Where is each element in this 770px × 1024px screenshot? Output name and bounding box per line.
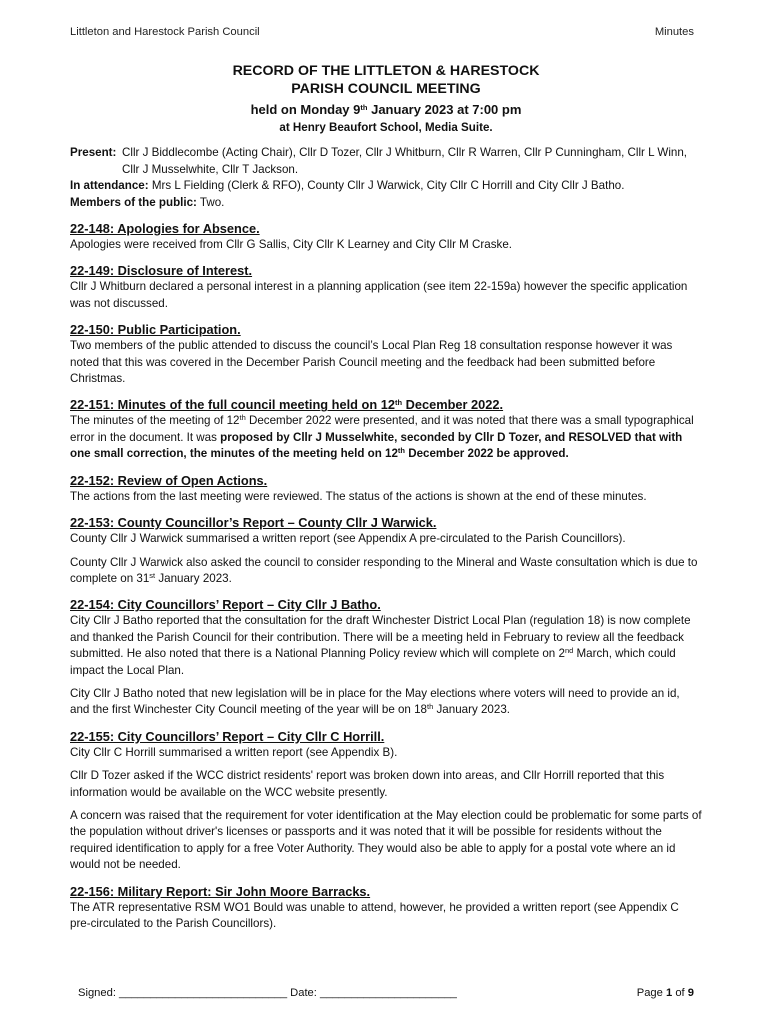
p151-resolution-sup: th — [397, 446, 405, 456]
para-22-154-1 — [70, 613, 702, 679]
title-line-2: PARISH COUNCIL MEETING — [291, 81, 481, 97]
p154-2-a: City Cllr J Batho noted that new legislation will be in place for the May elections where voters will need to provide an id, and the first Winchester City Council meeting of the year will be on 18 — [70, 686, 680, 717]
page-of: of — [672, 987, 688, 999]
page-header — [70, 24, 700, 40]
p153-b: January 2023. — [155, 571, 232, 585]
heading-22-153: 22-153: County Councillor’s Report – County Cllr J Warwick. — [70, 515, 437, 531]
present-text: Cllr J Biddlecombe (Acting Chair), Cllr D Tozer, Cllr J Whitburn, Cllr R Warren, Cllr P Cunningham, Cllr L Winn, Cllr J Musselwhite, Cllr T Jackson. — [122, 146, 688, 176]
present-row — [70, 145, 702, 178]
public-row — [70, 195, 702, 211]
signature-line: Signed: ___________________________ Date: ______________________ — [78, 987, 457, 999]
p154-sup: nd — [564, 646, 574, 656]
para-22-149: Cllr J Whitburn declared a personal interest in a planning application (see item 22-159a) however the specific application was not discussed. — [70, 280, 688, 310]
para-22-154-2 — [70, 686, 702, 719]
p154-a: City Cllr J Batho reported that the consultation for the draft Winchester District Local Plan (regulation 18) is now complete and thanked the Parish Council for their contribution. There will be a meeting held in February to review all the feedback submitted. He also noted that there is a National Planning Policy review which will complete on 2 — [70, 614, 691, 661]
held-sup: th — [360, 103, 368, 112]
page-total: 9 — [687, 987, 694, 999]
public-text: Two. — [196, 195, 225, 209]
p154-2-b: January 2023. — [433, 703, 510, 717]
p151-resolution-end: December 2022 be approved. — [405, 447, 569, 461]
page-number — [637, 985, 694, 1001]
para-22-151 — [70, 413, 702, 462]
page-current: 1 — [665, 987, 673, 999]
header-left: Littleton and Harestock Parish Council — [70, 26, 260, 38]
public-label: Members of the public: — [70, 195, 197, 209]
document-body — [70, 62, 702, 932]
header-right: Minutes — [654, 26, 694, 38]
held-text-end: January 2023 at 7:00 pm — [367, 102, 522, 117]
heading-22-151-b: December 2022. — [402, 397, 504, 413]
p153-a: County Cllr J Warwick also asked the council to consider responding to the Mineral and Waste consultation which is due to complete on 31 — [70, 555, 698, 585]
para-22-155-3: A concern was raised that the requirement for voter identification at the May election could be problematic for some parts of the population without driver's licenses or passports and it was noted that it will be possible for residents without the required identification to apply for a free Voter Authority. They would also be able to apply for a postal vote where an id would not be needed. — [70, 808, 702, 872]
para-22-150: Two members of the public attended to discuss the council’s Local Plan Reg 18 consultation response however it was noted that this was covered in the December Parish Council meeting and the feedback had been submitted before Christmas. — [70, 339, 673, 386]
heading-22-154: 22-154: City Councillors’ Report – City Cllr J Batho. — [70, 597, 381, 613]
para-22-153-2 — [70, 555, 702, 588]
heading-22-151 — [70, 396, 702, 413]
p154-2-sup: th — [427, 702, 434, 712]
p153-sup: st — [149, 570, 156, 580]
para-22-148: Apologies were received from Cllr G Sallis, City Cllr K Learney and City Cllr M Craske. — [70, 238, 512, 252]
document-title — [70, 62, 702, 98]
p151-a: The minutes of the meeting of 12 — [70, 414, 240, 428]
in-attendance-label: In attendance: — [70, 179, 149, 193]
in-attendance-row — [70, 178, 702, 194]
in-attendance-text: Mrs L Fielding (Clerk & RFO), County Cllr J Warwick, City Cllr C Horrill and City Cllr J Batho. — [148, 179, 625, 193]
para-22-155-1: City Cllr C Horrill summarised a written report (see Appendix B). — [70, 745, 398, 759]
heading-22-151-sup: th — [394, 398, 403, 408]
p151-b: December 2022 were presented, and it was noted that there was a small typographical error in the document. It was — [70, 414, 694, 444]
page-label: Page — [636, 987, 666, 999]
page-footer — [78, 985, 700, 1001]
heading-22-152: 22-152: Review of Open Actions. — [70, 472, 268, 488]
held-text: held on Monday 9 — [250, 102, 361, 117]
para-22-152: The actions from the last meeting were reviewed. The status of the actions is shown at the end of these minutes. — [70, 489, 647, 503]
meeting-date — [70, 101, 702, 119]
heading-22-155: 22-155: City Councillors’ Report – City Cllr C Horrill. — [70, 728, 385, 744]
para-22-153-1: County Cllr J Warwick summarised a written report (see Appendix A pre-circulated to the Parish Councillors). — [70, 532, 626, 546]
p151-resolution: proposed by Cllr J Musselwhite, seconded by Cllr D Tozer, and RESOLVED that with one small correction, the minutes of the meeting held on 12 — [70, 430, 683, 461]
heading-22-150: 22-150: Public Participation. — [70, 322, 241, 338]
heading-22-151-a: 22-151: Minutes of the full council meeting held on 12 — [70, 397, 395, 413]
heading-22-156: 22-156: Military Report: Sir John Moore Barracks. — [70, 883, 371, 899]
meeting-location: at Henry Beaufort School, Media Suite. — [279, 121, 493, 134]
para-22-155-2: Cllr D Tozer asked if the WCC district residents' report was broken down into areas, and Cllr Horrill reported that this information would be available on the WCC website presently. — [70, 769, 665, 799]
present-label: Present: — [70, 146, 117, 160]
heading-22-148: 22-148: Apologies for Absence. — [70, 221, 260, 237]
p154-b: March, which could impact the Local Plan. — [70, 647, 676, 677]
p151-sup: th — [239, 413, 246, 423]
heading-22-149: 22-149: Disclosure of Interest. — [70, 263, 253, 279]
title-line-1: RECORD OF THE LITTLETON & HARESTOCK — [232, 63, 540, 79]
para-22-156: The ATR representative RSM WO1 Bould was unable to attend, however, he provided a written report (see Appendix C pre-circulated to the Parish Councillors). — [70, 900, 679, 930]
